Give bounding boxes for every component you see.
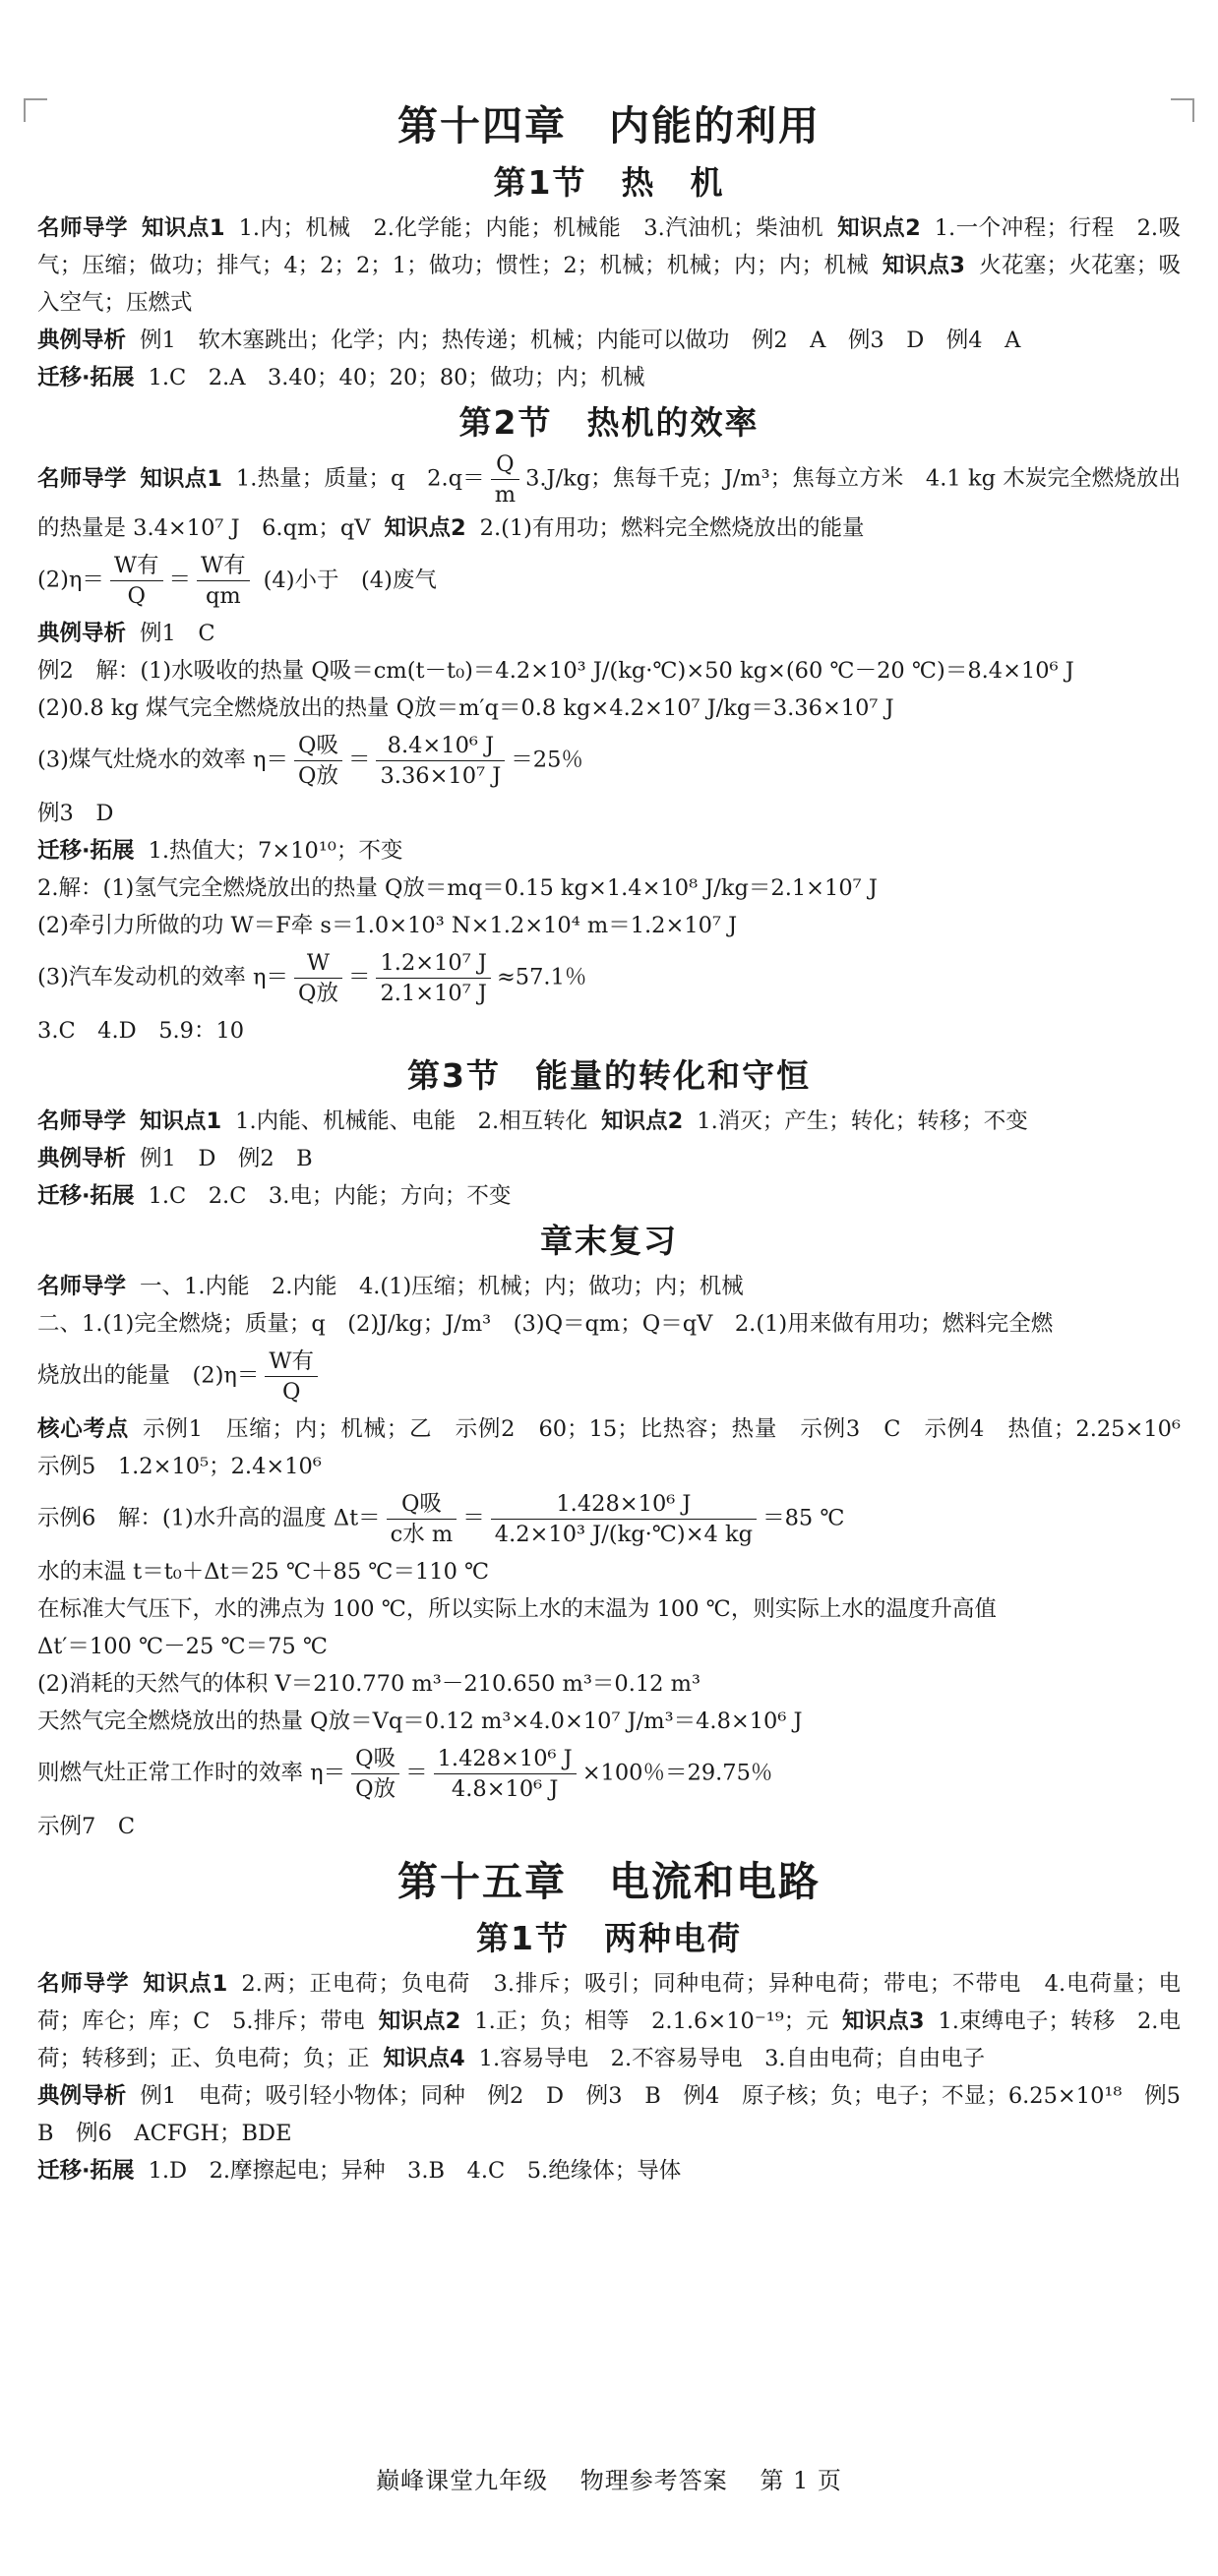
ch14-review-core-points: 核心考点 示例1 压缩；内；机械；乙 示例2 60；15；比热容；热量 示例3 C 示例4 热值；2.25×10⁶ 示例5 1.2×10⁵；2.4×10⁶ [37, 1416, 1203, 1479]
chapter-14-title: 第十四章 内能的利用 [397, 102, 821, 150]
footer-page-number: 第 1 页 [760, 2467, 842, 2494]
ch14-s2-efficiency-formula: (2)η＝ $\frac{\text{W有}}{Q}$ ＝ $\frac{\text{W有}}{qm}$ (4)小于 (4)废气 [37, 553, 437, 609]
ch14-review-stove-efficiency: 则燃气灶正常工作时的效率 η＝ $\frac{\text{Q吸}}{\text{Q放}}$ ＝ $\frac{\text{1.428×10⁶ J}}{\text{4.8×10⁶ J}}$ ×100％＝29.75％ [37, 1746, 773, 1802]
ch14-review-line: 二、1.(1)完全燃烧；质量；q (2)J/kg；J/m³ (3)Q＝qm；Q＝qV 2.(1)用来做有用功；燃料完全燃 [37, 1311, 1054, 1337]
ch14-s2-line: 2.解：(1)氢气完全燃烧放出的热量 Q放＝mq＝0.15 kg×1.4×10⁸ J/kg＝2.1×10⁷ J [37, 875, 878, 901]
ch14-review-line: Δt′＝100 ℃－25 ℃＝75 ℃ [37, 1634, 329, 1659]
ch14-s3-extension: 迁移·拓展 1.C 2.C 3.电；内能；方向；不变 [37, 1183, 512, 1209]
ch14-s3-examples: 典例导析 例1 D 例2 B [37, 1146, 313, 1171]
ch14-review-line: 在标准大气压下，水的沸点为 100 ℃，所以实际上水的末温为 100 ℃，则实际上水的温度升高值 [37, 1596, 997, 1622]
ch14-s2-line: (2)牵引力所做的功 W＝F牵 s＝1.0×10³ N×1.2×10⁴ m＝1.2×10⁷ J [37, 913, 738, 938]
ch15-s1-guide: 名师导学 知识点1 2.两；正电荷；负电荷 3.排斥；吸引；同种电荷；异种电荷；带电；不带电 4.电荷量；电荷；库仑；库；C 5.排斥；带电 知识点2 1.正；负；相等 2.1.6×10⁻¹⁹；元 知识点3 1.束缚电子；转移 2.电荷；转移到；正、负电荷；负；正 知识点4 1.容易导电 2.不容易导电 3.自由电荷；自由电子 [37, 1971, 1182, 2071]
ch15-s1-extension: 迁移·拓展 1.D 2.摩擦起电；异种 3.B 4.C 5.绝缘体；导体 [37, 2158, 682, 2184]
ch14-s1-examples: 典例导析 例1 软木塞跳出；化学；内；热传递；机械；内能可以做功 例2 A 例3 D 例4 A [37, 328, 1021, 353]
ch14-review-line: 天然气完全燃烧放出的热量 Q放＝Vq＝0.12 m³×4.0×10⁷ J/m³＝4.8×10⁶ J [37, 1708, 803, 1734]
ch14-review-temp-rise: 示例6 解：(1)水升高的温度 Δt＝ $\frac{\text{Q吸}}{\text{c水 m}}$ ＝ $\frac{\text{1.428×10⁶ J}}{\text{4.2×10³ J/(kg·℃)×4 kg}}$ ＝85 ℃ [37, 1491, 845, 1547]
page-footer [0, 2461, 1218, 2495]
ch14-s2-efficiency-calc: (3)煤气灶烧水的效率 η＝ $\frac{\text{Q吸}}{\text{Q放}}$ ＝ $\frac{\text{8.4×10⁶ J}}{\text{3.36×10⁷ J}}$ ＝25％ [37, 733, 583, 789]
ch14-s2-guide: 名师导学 知识点1 1.热量；质量；q 2.q＝ $\frac{Q}{m}$ 3.J/kg；焦每千克；J/m³；焦每立方米 4.1 kg 木炭完全燃烧放出的热量是 3.4×10⁷ J 6.qm；qV 知识点2 2.(1)有用功；燃料完全燃烧放出的能量 [37, 451, 1181, 541]
ch14-section-2-title: 第2节 热机的效率 [458, 403, 760, 442]
ch14-section-1-title: 第1节 热 机 [493, 163, 725, 202]
ch14-review-line: (2)消耗的天然气的体积 V＝210.770 m³－210.650 m³＝0.12 m³ [37, 1671, 700, 1697]
ch14-s2-examples: 典例导析 例1 C [37, 621, 215, 646]
ch14-section-3-title: 第3节 能量的转化和守恒 [407, 1056, 811, 1095]
footer-subject: 物理参考答案 [579, 2467, 728, 2494]
ch14-s2-line: 例3 D [37, 801, 114, 826]
ch14-s2-line: 3.C 4.D 5.9：10 [37, 1018, 245, 1044]
formula-q-over-m: $\frac{Q}{m}$ [491, 449, 519, 509]
ch14-s2-extension: 迁移·拓展 1.热值大；7×10¹⁰；不变 [37, 838, 403, 864]
ch14-s1-extension: 迁移·拓展 1.C 2.A 3.40；40；20；80；做功；内；机械 [37, 365, 645, 390]
ch15-s1-examples: 典例导析 例1 电荷；吸引轻小物体；同种 例2 D 例3 B 例4 原子核；负；电子；不显；6.25×10¹⁸ 例5 B 例6 ACFGH；BDE [37, 2083, 1203, 2146]
ch15-section-1-title: 第1节 两种电荷 [476, 1919, 742, 1957]
ch14-review-line: 水的末温 t＝t₀＋Δt＝25 ℃＋85 ℃＝110 ℃ [37, 1559, 490, 1585]
ch14-review-guide: 名师导学 一、1.内能 2.内能 4.(1)压缩；机械；内；做功；内；机械 [37, 1274, 744, 1299]
ch14-review-title: 章末复习 [540, 1222, 678, 1260]
ch14-review-line: 示例7 C [37, 1814, 136, 1839]
chapter-15-title: 第十五章 电流和电路 [397, 1858, 821, 1905]
footer-book-title: 巅峰课堂九年级 [376, 2467, 549, 2494]
ch14-s1-guide: 名师导学 知识点1 1.内；机械 2.化学能；内能；机械能 3.汽油机；柴油机 知识点2 1.一个冲程；行程 2.吸气；压缩；做功；排气；4；2；2；1；做功；惯性；2；机械；机械；内；内；机械 知识点3 火花塞；火花塞；吸入空气；压燃式 [37, 215, 1182, 316]
ch14-s2-line: 例2 解：(1)水吸收的热量 Q吸＝cm(t－t₀)＝4.2×10³ J/(kg·℃)×50 kg×(60 ℃－20 ℃)＝8.4×10⁶ J [37, 658, 1074, 684]
ch14-s2-line: (2)0.8 kg 煤气完全燃烧放出的热量 Q放＝m′q＝0.8 kg×4.2×10⁷ J/kg＝3.36×10⁷ J [37, 695, 894, 721]
ch14-s3-guide: 名师导学 知识点1 1.内能、机械能、电能 2.相互转化 知识点2 1.消灭；产生；转化；转移；不变 [37, 1108, 1028, 1134]
ch14-s2-engine-efficiency: (3)汽车发动机的效率 η＝ $\frac{W}{\text{Q放}}$ ＝ $\frac{\text{1.2×10⁷ J}}{\text{2.1×10⁷ J}}$ ≈57.1％ [37, 950, 587, 1006]
answer-page [37, 93, 1203, 2189]
ch14-review-efficiency-formula: 烧放出的能量 (2)η＝ $\frac{\text{W有}}{Q}$ [37, 1347, 1181, 1407]
